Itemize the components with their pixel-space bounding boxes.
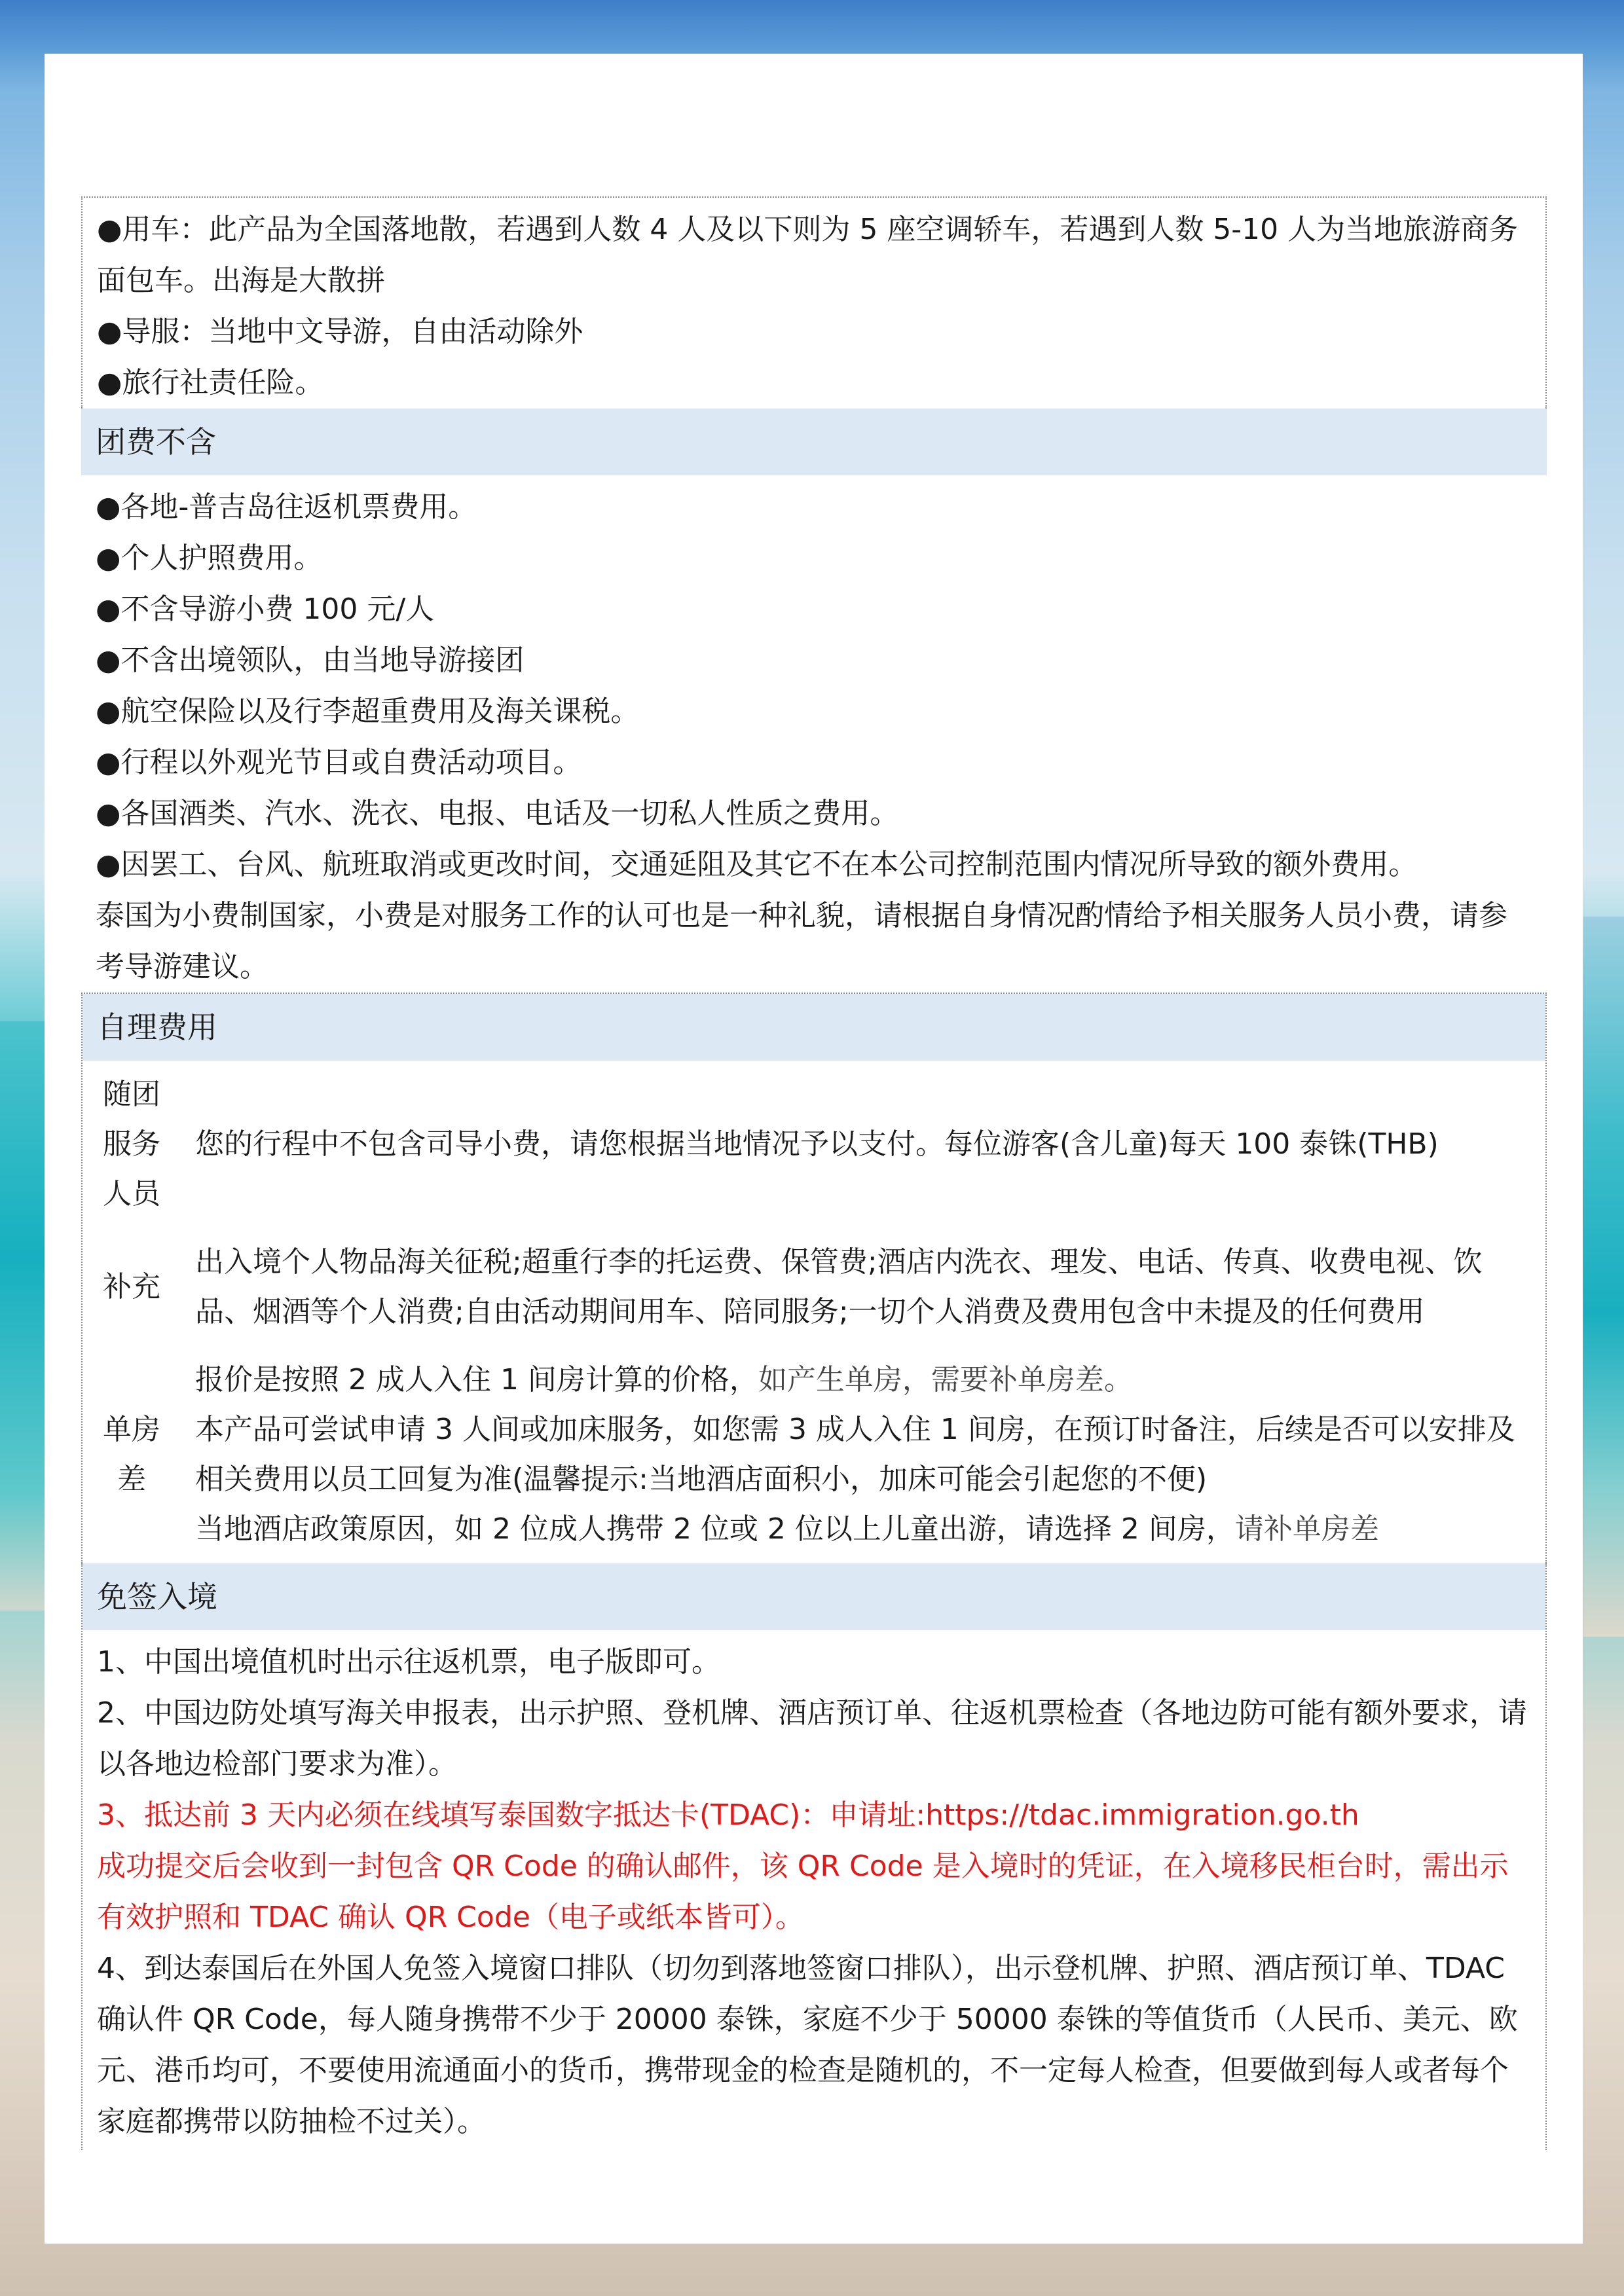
table-row bbox=[83, 1061, 1545, 1228]
visa-item-2: 2、中国边防处填写海关申报表，出示护照、登机牌、酒店预订单、往返机票检查（各地边防可能有额外要求，请以各地边检部门要求为准）。 bbox=[97, 1696, 1527, 1781]
table-row bbox=[83, 1228, 1545, 1346]
row-label-single-room: 单房差 bbox=[103, 1413, 160, 1496]
included-item-guide: ●导服：当地中文导游，自由活动除外 bbox=[97, 315, 583, 348]
visa-item-4: 4、到达泰国后在外国人免签入境窗口排队（切勿到落地签窗口排队），出示登机牌、护照、酒店预订单、TDAC 确认件 QR Code，每人随身携带不少于 20000 泰铢，家庭不少于 50000 泰铢的等值货币（人民币、美元、欧元、港币均可，不要使用流通面小的货币，携带现金的检查是随机的，不一定每人检查，但要做到每人或者每个家庭都携带以防抽检不过关）。 bbox=[97, 1952, 1518, 2138]
itinerary-content bbox=[81, 196, 1547, 2150]
single-room-line1: 报价是按照 2 成人入住 1 间房计算的价格， bbox=[195, 1363, 758, 1396]
self-paid-table bbox=[83, 1061, 1545, 1563]
tipping-note: 泰国为小费制国家，小费是对服务工作的认可也是一种礼貌，请根据自身情况酌情给予相关服务人员小费，请参考导游建议。 bbox=[96, 899, 1507, 983]
included-item-car: ●用车：此产品为全国落地散，若遇到人数 4 人及以下则为 5 座空调轿车，若遇到人数 5-10 人为当地旅游商务面包车。出海是大散拼 bbox=[97, 213, 1519, 297]
not-included-item: ●行程以外观光节目或自费活动项目。 bbox=[96, 746, 582, 779]
self-paid-title: 自理费用 bbox=[83, 994, 1545, 1061]
included-section bbox=[81, 196, 1547, 409]
visa-item-1: 1、中国出境值机时出示往返机票，电子版即可。 bbox=[97, 1645, 720, 1679]
not-included-item: ●各地-普吉岛往返机票费用。 bbox=[96, 490, 477, 524]
visa-item-3-tdac: 3、抵达前 3 天内必须在线填写泰国数字抵达卡(TDAC)：申请址:https://tdac.immigration.go.th bbox=[97, 1798, 1359, 1832]
single-room-line2: 本产品可尝试申请 3 人间或加床服务，如您需 3 成人入住 1 间房，在预订时备注，后续是否可以安排及相关费用以员工回复为准(温馨提示:当地酒店面积小，加床可能会引起您的不便) bbox=[195, 1413, 1515, 1496]
sea-strip-right bbox=[1583, 917, 1624, 1637]
included-item-insurance: ●旅行社责任险。 bbox=[97, 366, 324, 399]
self-paid-section bbox=[81, 993, 1547, 1563]
table-row bbox=[83, 1346, 1545, 1563]
tdac-qr-note: 成功提交后会收到一封包含 QR Code 的确认邮件，该 QR Code 是入境时的凭证，在入境移民柜台时，需出示有效护照和 TDAC 确认 QR Code（电子或纸本皆可）。 bbox=[97, 1850, 1509, 1934]
not-included-item: ●不含导游小费 100 元/人 bbox=[96, 592, 435, 626]
row-text-supplement: 出入境个人物品海关征税;超重行李的托运费、保管费;酒店内洗衣、理发、电话、传真、收费电视、饮品、烟酒等个人消费;自由活动期间用车、陪同服务;一切个人消费及费用包含中未提及的任何费用 bbox=[195, 1245, 1483, 1328]
not-included-item: ●各国酒类、汽水、洗衣、电报、电话及一切私人性质之费用。 bbox=[96, 797, 899, 830]
not-included-item: ●不含出境领队，由当地导游接团 bbox=[96, 644, 525, 677]
single-room-line3: 当地酒店政策原因，如 2 位成人携带 2 位或 2 位以上儿童出游，请选择 2 间房， bbox=[195, 1512, 1235, 1546]
visa-free-section bbox=[81, 1563, 1547, 2150]
row-text-single-room bbox=[181, 1346, 1545, 1563]
not-included-section bbox=[81, 409, 1547, 993]
row-label-escort: 随团服务人员 bbox=[103, 1078, 160, 1211]
single-room-line3-note: 请补单房差 bbox=[1234, 1512, 1379, 1546]
not-included-item: ●个人护照费用。 bbox=[96, 541, 323, 575]
row-text-escort: 您的行程中不包含司导小费，请您根据当地情况予以支付。每位游客(含儿童)每天 100 泰铢(THB) bbox=[195, 1127, 1439, 1161]
single-room-line1-note: 如产生单房，需要补单房差。 bbox=[758, 1363, 1133, 1396]
row-label-supplement: 补充 bbox=[103, 1270, 160, 1303]
visa-free-title: 免签入境 bbox=[83, 1563, 1545, 1630]
not-included-title: 团费不含 bbox=[81, 409, 1547, 475]
sea-strip-left bbox=[0, 1021, 46, 1611]
document-page bbox=[45, 54, 1583, 2244]
not-included-item: ●航空保险以及行李超重费用及海关课税。 bbox=[96, 695, 640, 728]
not-included-item: ●因罢工、台风、航班取消或更改时间，交通延阻及其它不在本公司控制范围内情况所导致的额外费用。 bbox=[96, 848, 1418, 881]
